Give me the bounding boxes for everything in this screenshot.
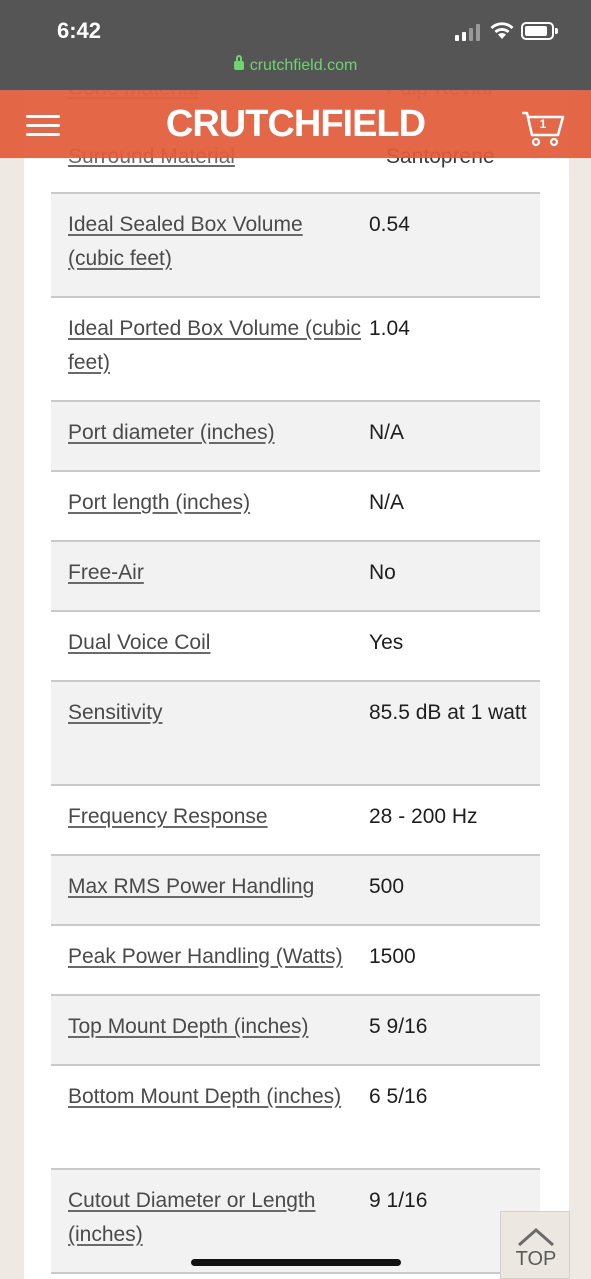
spec-label-link[interactable]: Max RMS Power Handling [68, 875, 315, 898]
back-to-top-label: TOP [515, 1248, 557, 1270]
spec-row [51, 402, 540, 472]
spec-label-link[interactable]: Ideal Sealed Box Volume (cubic feet) [68, 213, 303, 270]
spec-row [51, 472, 540, 542]
home-indicator[interactable] [191, 1259, 401, 1266]
spec-value: N/A [369, 421, 405, 444]
spec-value: 5 9/16 [369, 1015, 428, 1038]
spec-value: N/A [369, 491, 405, 514]
spec-label-link[interactable]: Dual Voice Coil [68, 631, 211, 654]
status-bar [0, 0, 591, 90]
status-time: 6:42 [57, 18, 102, 43]
url-bar[interactable] [0, 57, 591, 75]
spec-row [51, 194, 540, 298]
spec-label-link[interactable]: Ideal Ported Box Volume (cubic feet) [68, 317, 361, 374]
spec-row [51, 612, 540, 682]
spec-value: 0.54 [369, 213, 410, 236]
spec-value: Yes [369, 631, 404, 654]
shopping-cart-icon[interactable] [520, 110, 566, 148]
spec-label-link[interactable]: Port diameter (inches) [68, 421, 275, 444]
back-to-top-button[interactable] [500, 1211, 570, 1279]
spec-value: No [369, 561, 396, 584]
spec-row [51, 298, 540, 402]
chevron-up-icon [516, 1226, 556, 1248]
site-header [0, 90, 591, 158]
spec-value: 85.5 dB at 1 watt [369, 701, 527, 724]
spec-value: 1500 [369, 945, 416, 968]
spec-label-link[interactable]: Frequency Response [68, 805, 268, 828]
spec-label-link[interactable]: Top Mount Depth (inches) [68, 1015, 309, 1038]
spec-label-link[interactable]: Peak Power Handling (Watts) [68, 945, 343, 968]
battery-icon [521, 22, 554, 40]
spec-value: 6 5/16 [369, 1085, 428, 1108]
cellular-signal-icon [455, 23, 483, 41]
spec-value: 28 - 200 Hz [369, 805, 478, 828]
spec-label-link[interactable]: Bottom Mount Depth (inches) [68, 1085, 342, 1108]
spec-label-link[interactable]: Port length (inches) [68, 491, 251, 514]
spec-label-link[interactable]: Cutout Diameter or Length (inches) [68, 1189, 316, 1246]
spec-row [51, 926, 540, 996]
wifi-icon [489, 20, 515, 40]
url-text: crutchfield.com [249, 57, 358, 74]
spec-row [51, 682, 540, 786]
crutchfield-logo[interactable]: CRUTCHFIELD [165, 103, 426, 145]
spec-value: 1.04 [369, 317, 410, 340]
lock-icon [234, 61, 244, 70]
spec-row [51, 542, 540, 612]
spec-label-link[interactable]: Sensitivity [68, 701, 163, 724]
spec-row [51, 786, 540, 856]
spec-row [51, 856, 540, 926]
spec-label-link[interactable]: Free-Air [68, 561, 144, 584]
cart-count-badge: 1 [539, 117, 547, 131]
spec-table [51, 194, 540, 1274]
spec-value: 500 [369, 875, 405, 898]
spec-row [51, 1066, 540, 1170]
spec-value: 9 1/16 [369, 1189, 428, 1212]
spec-row [51, 996, 540, 1066]
